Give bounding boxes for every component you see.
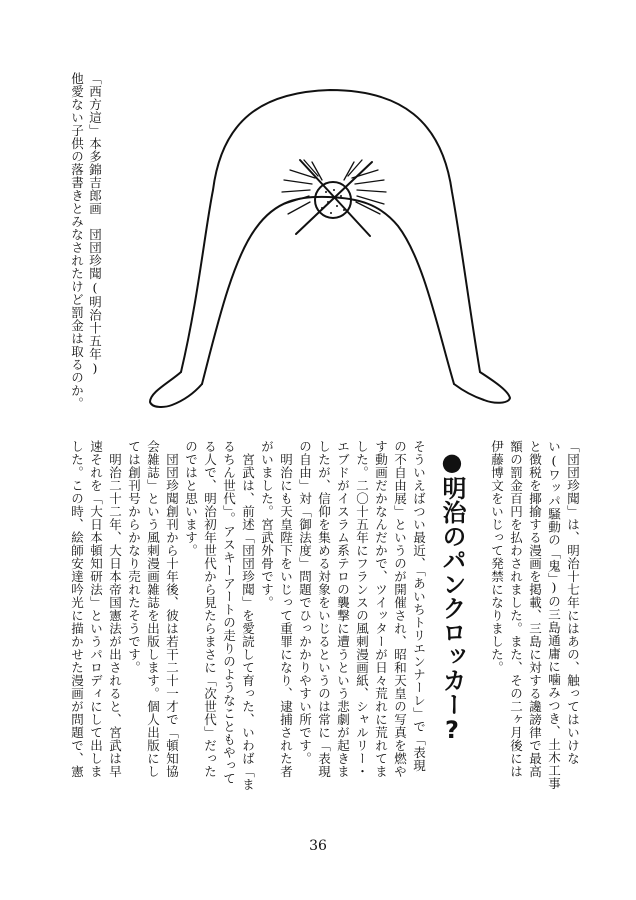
intro-line: 「団団珍聞」は、明治十七年にはあの、触ってはいけな bbox=[565, 440, 581, 765]
body-line: 明治にも天皇陛下をいじって重罪になり、逮捕された者 bbox=[278, 453, 294, 778]
ball-dots bbox=[321, 189, 345, 214]
figure-outline bbox=[181, 90, 480, 372]
body-line: の自由」対「御法度」問題でひっかかりやすい所です。 bbox=[297, 440, 313, 765]
intro-line: 額の罰金百円を払わされました。また、その二ヶ月後には bbox=[508, 440, 524, 778]
body-line: エブドがイスラム系テロの襲撃に遭うという悲劇が起きま bbox=[335, 440, 351, 778]
caption-line-1: 「西方這」本多錦吉郎画 団団珍聞(明治十五年) bbox=[87, 72, 103, 376]
body-line: した。二〇十五年にフランスの風刺漫画紙、シャルリー・ bbox=[354, 440, 370, 778]
body-line: す動画だかなんだかで、ツイッターが日々荒れに荒れてま bbox=[373, 440, 389, 778]
body-line: 団団珍聞創刊から十年後、彼は若干二十一才で「頓知協 bbox=[164, 453, 180, 778]
body-line: る人で、明治初年世代から見たらまさに「次世代」だった bbox=[202, 440, 218, 778]
caption-line-2: 他愛ない子供の落書きとみなされたけど罰金は取るのか。 bbox=[69, 72, 85, 410]
figure-inner-legs bbox=[202, 197, 454, 384]
left-foot bbox=[150, 372, 202, 407]
body-line: の不自由展」というのが開催され、昭和天皇の写真を燃や bbox=[392, 440, 408, 778]
intro-line: と徴税を揶揄する漫画を掲載、三島に対する讒謗律で最高 bbox=[527, 440, 543, 778]
body-line: がいました。宮武外骨です。 bbox=[259, 440, 275, 609]
body-line: したが、信仰を集める対象をいじるというのは常に「表現 bbox=[316, 440, 332, 778]
body-line: 会雑誌」という風刺漫画雑誌を出版します。個人出版にし bbox=[145, 440, 161, 778]
body-line: ては創刊号からかなり売れたそうです。 bbox=[126, 440, 142, 674]
section-heading: ●明治のパンクロッカー? bbox=[438, 448, 466, 744]
intro-line: い(ワッパ騒動の「鬼」)の三島通庸に噛みつき、土木工事 bbox=[546, 440, 562, 790]
body-line: 宮武は、前述「団団珍聞」を愛読して育った、いわば「ま bbox=[240, 453, 256, 791]
body-line: のではと思います。 bbox=[183, 440, 199, 557]
body-line: るちん世代」。アスキーアートの走りのようなこともやって bbox=[221, 440, 237, 785]
body-line: した。この時、絵師安達吟光に描かせた漫画が問題で、憲 bbox=[69, 440, 85, 778]
page-number: 36 bbox=[309, 838, 327, 854]
right-foot bbox=[454, 372, 510, 403]
body-line: 速それを「大日本頓知研法」というパロディにして出しま bbox=[88, 440, 104, 778]
body-line: 明治二十二年、大日本帝国憲法が出されると、宮武は早 bbox=[107, 453, 123, 778]
intro-line: 伊藤博文をいじって発禁になりました。 bbox=[489, 440, 505, 674]
body-line: そういえばつい最近、「あいちトリエンナーレ」で「表現 bbox=[411, 440, 427, 772]
